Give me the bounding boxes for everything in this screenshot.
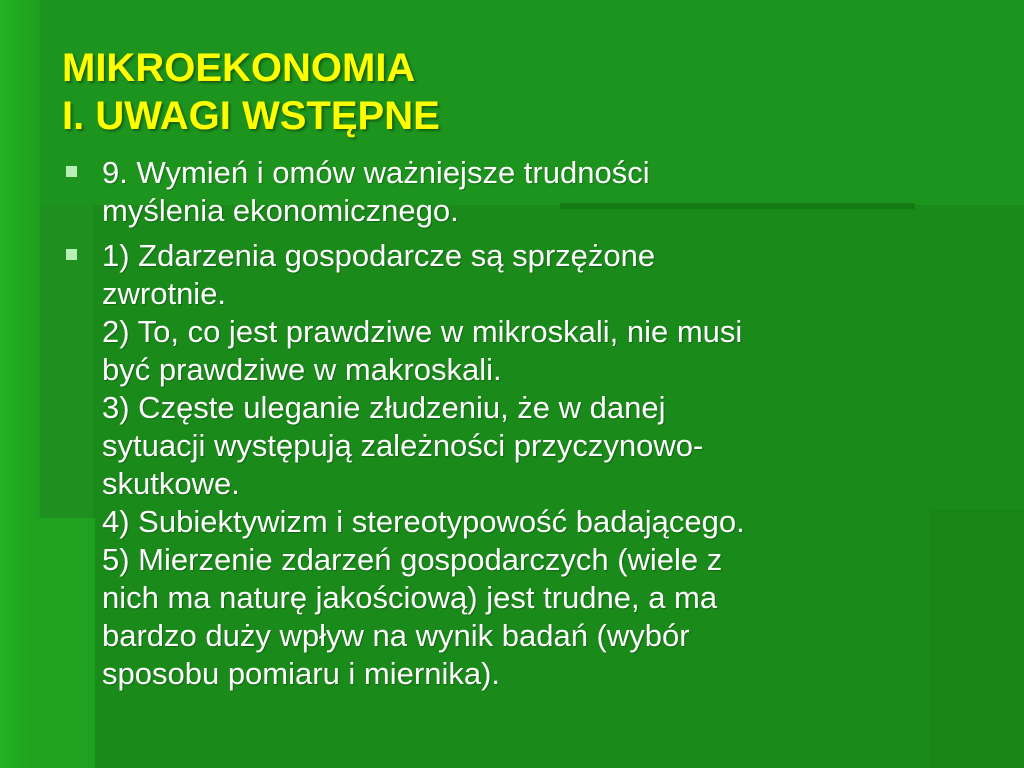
bullet-item bbox=[62, 237, 962, 693]
bullet-item bbox=[62, 154, 962, 230]
bullet-text-line: 9. Wymień i omów ważniejsze trudności bbox=[102, 155, 650, 190]
slide-title-line-2: I. UWAGI WSTĘPNE bbox=[62, 94, 440, 138]
bullet-text-line: 2) To, co jest prawdziwe w mikroskali, nie musi bbox=[102, 314, 743, 349]
bullet-text-line: 1) Zdarzenia gospodarcze są sprzężone bbox=[102, 238, 656, 273]
bullet-list bbox=[62, 154, 962, 700]
bullet-text-line: 3) Częste uleganie złudzeniu, że w danej bbox=[102, 390, 666, 425]
bullet-text-line: zwrotnie. bbox=[102, 276, 227, 311]
background-left-strip bbox=[0, 0, 40, 768]
slide-title-line-1: MIKROEKONOMIA bbox=[62, 46, 416, 90]
bullet-text-line: bardzo duży wpływ na wynik badań (wybór bbox=[102, 618, 690, 653]
bullet-text-line: 4) Subiektywizm i stereotypowość badającego. bbox=[102, 504, 745, 539]
square-bullet-icon bbox=[66, 166, 77, 177]
square-bullet-icon bbox=[66, 249, 77, 260]
bullet-text-line: skutkowe. bbox=[102, 466, 240, 501]
bullet-text-line: sytuacji występują zależności przyczynowo- bbox=[102, 428, 704, 463]
slide-title bbox=[62, 44, 440, 140]
bullet-text-line: 5) Mierzenie zdarzeń gospodarczych (wiele z bbox=[102, 542, 723, 577]
bullet-text-line: sposobu pomiaru i miernika). bbox=[102, 656, 501, 691]
bullet-text-line: być prawdziwe w makroskali. bbox=[102, 352, 502, 387]
bullet-text-line: nich ma naturę jakościową) jest trudne, a ma bbox=[102, 580, 718, 615]
bullet-text-line: myślenia ekonomicznego. bbox=[102, 193, 459, 228]
